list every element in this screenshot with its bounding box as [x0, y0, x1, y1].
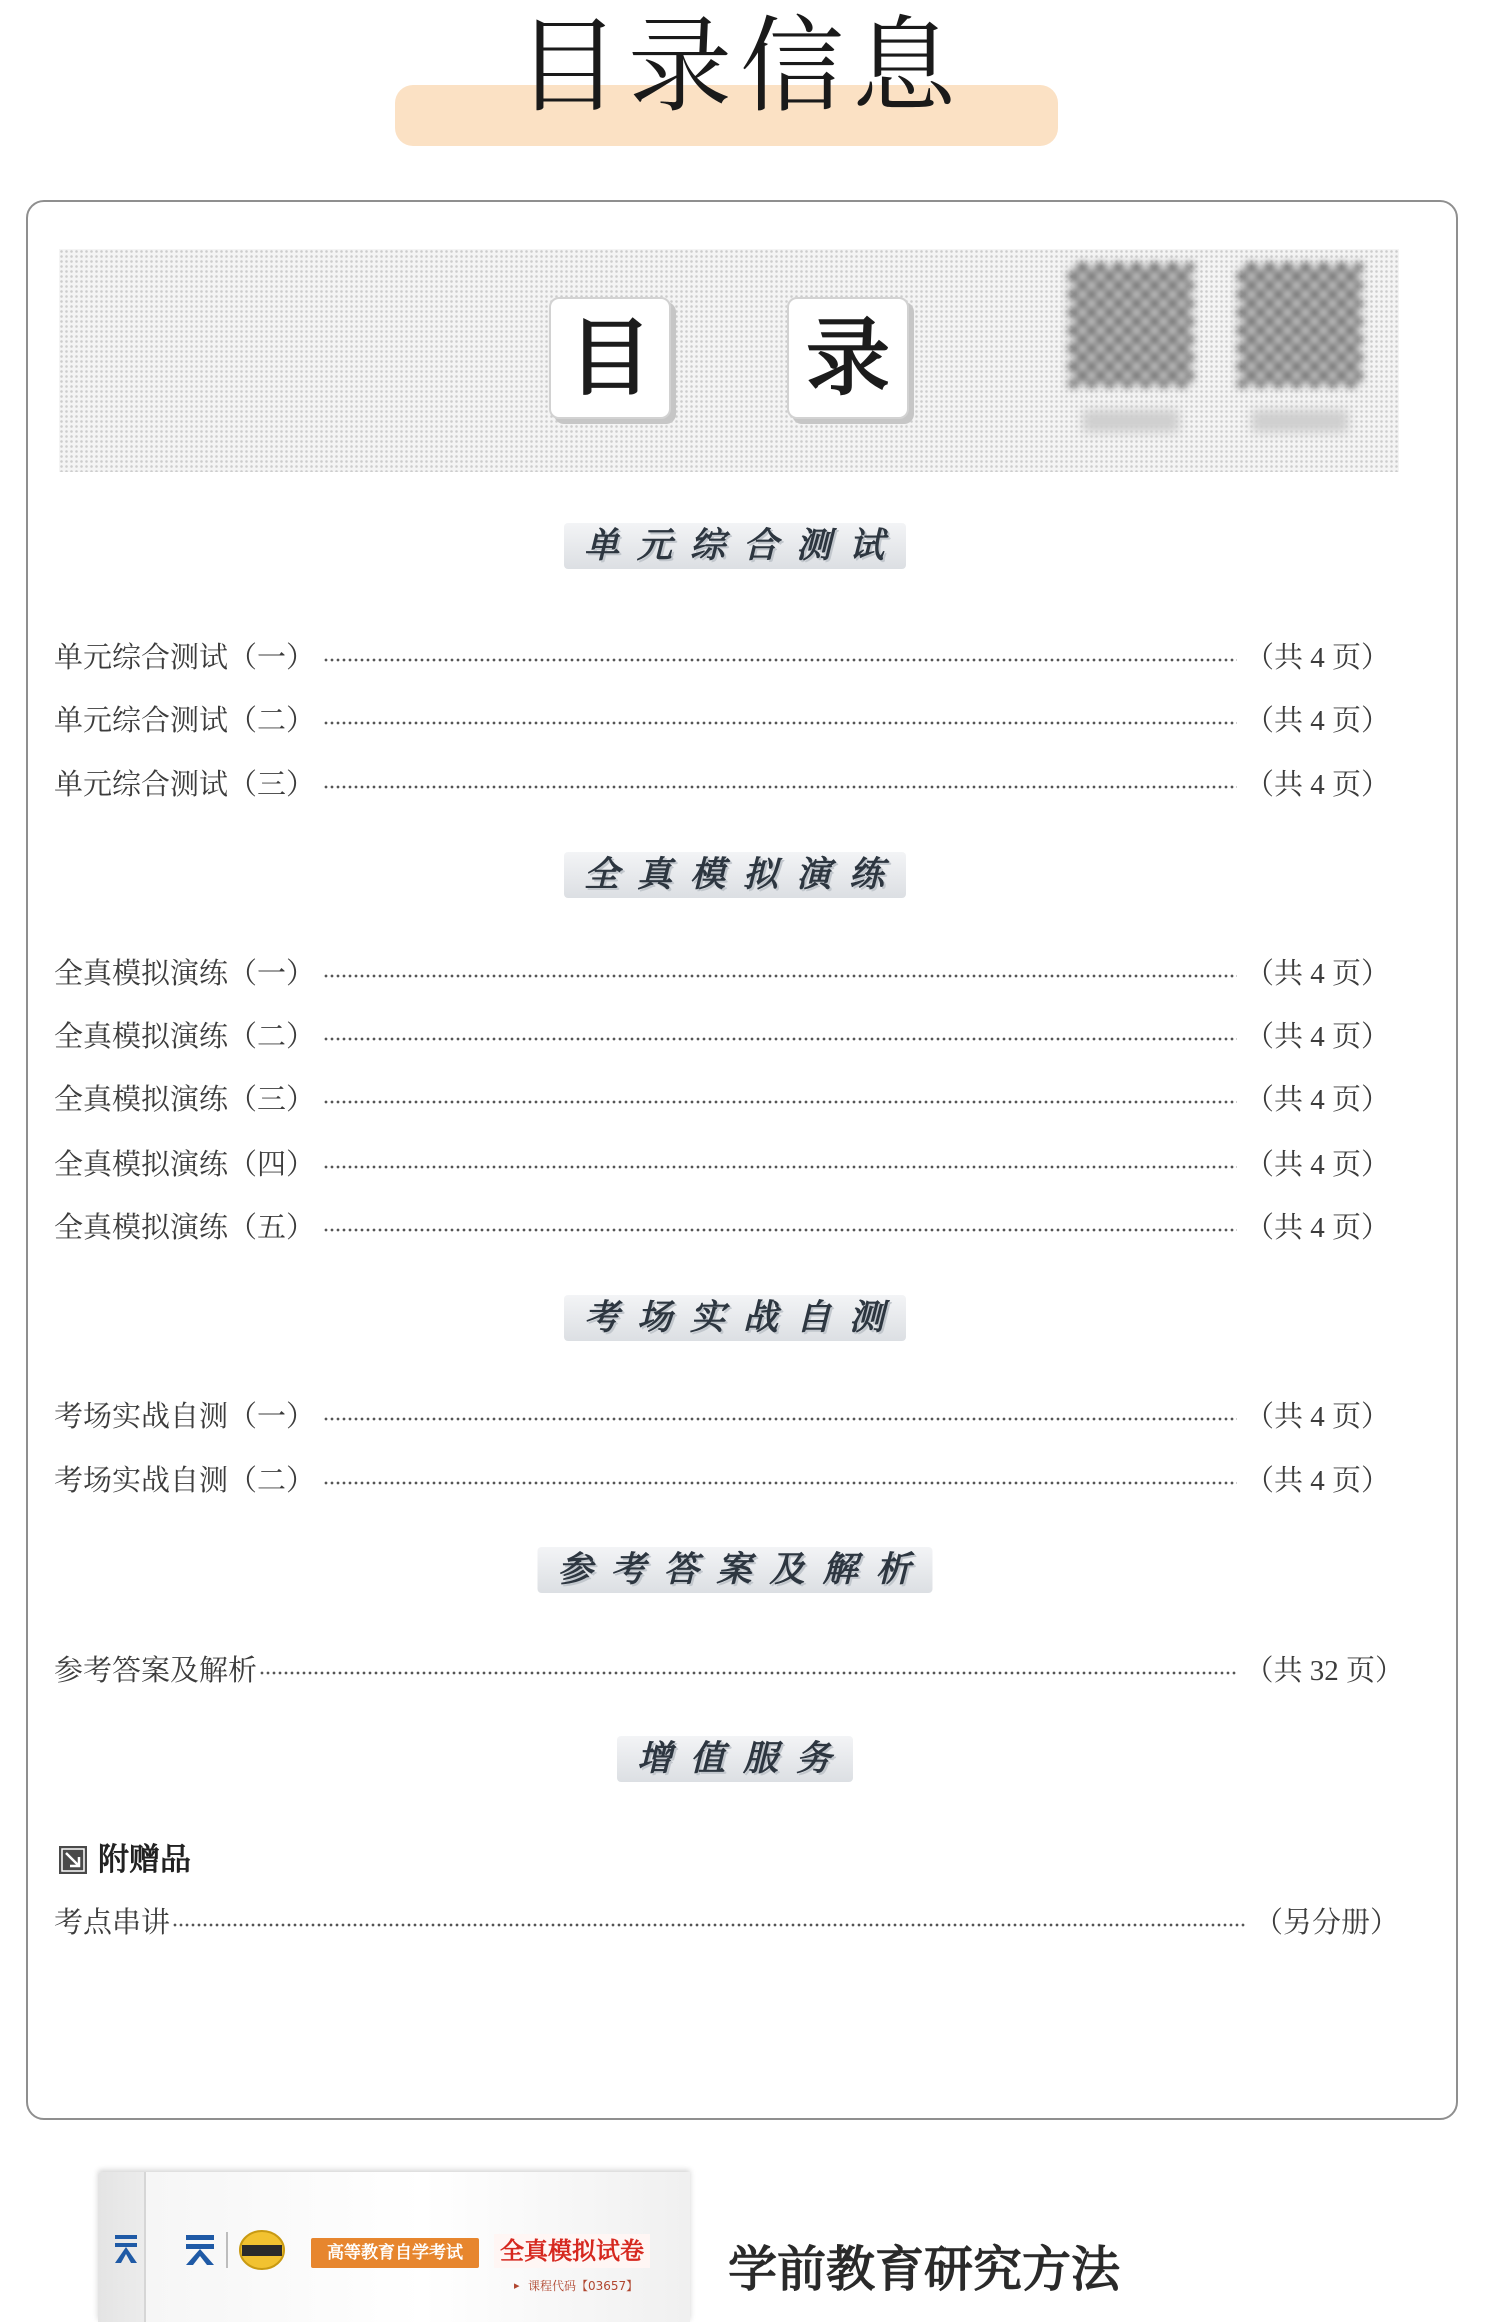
toc-entry-label: 考场实战自测（二） [54, 1464, 316, 1497]
book-spine-edge [144, 2172, 146, 2322]
section-heading: 全真模拟演练 [564, 852, 906, 898]
toc-header-band [59, 249, 1399, 472]
toc-entry-pages: （共 4 页） [1244, 1148, 1390, 1181]
toc-entry-pages: （共 4 页） [1244, 1083, 1390, 1116]
gift-subheading: 附赠品 [98, 1842, 191, 1877]
toc-entry-label: 考点串讲 [54, 1906, 171, 1939]
toc-entry-pages: （共 4 页） [1244, 1211, 1390, 1244]
dot-leader [323, 1035, 1237, 1043]
section-heading: 单元综合测试 [564, 523, 906, 569]
arrow-box-icon [58, 1845, 88, 1875]
toc-entry-label: 全真模拟演练（四） [54, 1148, 316, 1181]
section-heading: 参考答案及解析 [537, 1547, 932, 1593]
toc-entry [54, 1394, 1390, 1434]
section-heading: 增值服务 [617, 1736, 853, 1782]
toc-entry-label: 单元综合测试（一） [54, 641, 316, 674]
toc-entry-pages: （共 4 页） [1244, 704, 1390, 737]
toc-entry [54, 1142, 1390, 1182]
course-code: 课程代码【03657】 [528, 2279, 639, 2293]
toc-entry [54, 1900, 1399, 1940]
dot-leader [323, 783, 1237, 791]
toc-entry-pages: （共 4 页） [1244, 1020, 1390, 1053]
toc-header-char: 目 [549, 297, 671, 419]
brand-logo-icon [183, 2232, 217, 2268]
dot-leader [323, 972, 1237, 980]
dot-leader [323, 1479, 1237, 1487]
toc-entry-pages: （共 4 页） [1244, 768, 1390, 801]
section-heading: 考场实战自测 [564, 1295, 906, 1341]
toc-entry [54, 762, 1390, 802]
dot-leader [323, 1226, 1237, 1234]
toc-entry-label: 全真模拟演练（三） [54, 1083, 316, 1116]
toc-entry-label: 全真模拟演练（一） [54, 957, 316, 990]
play-marker-icon: ▸ [514, 2280, 520, 2292]
toc-entry [54, 951, 1390, 991]
toc-entry-pages: （共 4 页） [1244, 1464, 1390, 1497]
toc-entry [54, 1077, 1390, 1117]
dot-leader [323, 1098, 1237, 1106]
circle-logo-icon [238, 2229, 286, 2271]
qr-code-icon [1069, 263, 1193, 387]
toc-entry-pages: （另分册） [1253, 1906, 1399, 1939]
qr-code-icon [1238, 263, 1362, 387]
qr-caption-blurred [1083, 410, 1179, 432]
toc-entry [54, 1205, 1390, 1245]
dot-leader [172, 1921, 1246, 1929]
dot-leader [323, 1415, 1237, 1423]
dot-leader [323, 719, 1237, 727]
toc-entry [54, 1014, 1390, 1054]
toc-entry [54, 635, 1390, 675]
toc-entry [54, 1648, 1404, 1688]
dot-leader [259, 1669, 1236, 1677]
logo-divider [226, 2232, 228, 2268]
toc-entry-label: 全真模拟演练（二） [54, 1020, 316, 1053]
product-title: 学前教育研究方法 [728, 2241, 1121, 2298]
exam-type-tag: 高等教育自学考试 [311, 2238, 479, 2268]
toc-entry-label: 考场实战自测（一） [54, 1400, 316, 1433]
toc-entry-pages: （共 32 页） [1244, 1654, 1404, 1687]
toc-entry-label: 参考答案及解析 [54, 1654, 258, 1687]
toc-entry-pages: （共 4 页） [1244, 1400, 1390, 1433]
dot-leader [323, 656, 1237, 664]
toc-entry [54, 1458, 1390, 1498]
toc-header-char: 录 [787, 297, 909, 419]
brand-logo-icon [112, 2232, 140, 2266]
toc-entry-label: 单元综合测试（三） [54, 768, 316, 801]
toc-entry [54, 698, 1390, 738]
toc-entry-pages: （共 4 页） [1244, 641, 1390, 674]
qr-caption-blurred [1252, 410, 1348, 432]
series-label: 全真模拟试卷 [494, 2234, 650, 2268]
toc-entry-label: 单元综合测试（二） [54, 704, 316, 737]
dot-leader [323, 1163, 1237, 1171]
toc-entry-pages: （共 4 页） [1244, 957, 1390, 990]
page-title: 目录信息 [515, 5, 964, 127]
toc-entry-label: 全真模拟演练（五） [54, 1211, 316, 1244]
